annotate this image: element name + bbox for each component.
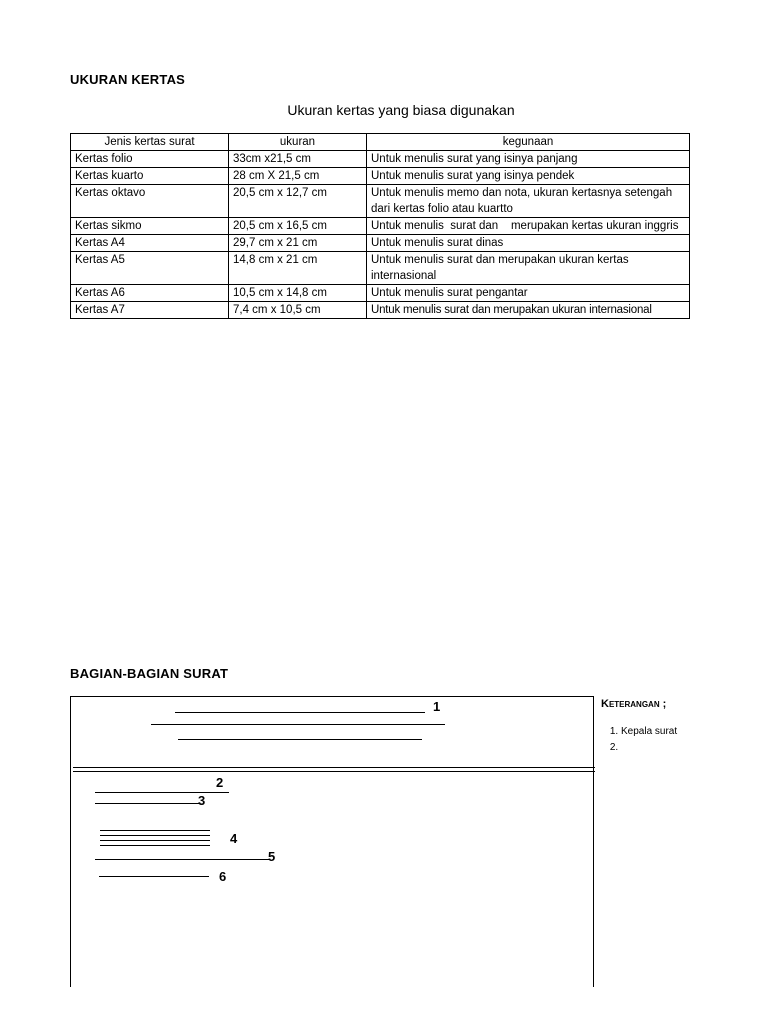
line-6 [99, 876, 209, 877]
line-5 [95, 859, 269, 860]
table-caption: Ukuran kertas yang biasa digunakan [287, 102, 515, 118]
cell-ukuran: 33cm x21,5 cm [229, 151, 367, 168]
letter-diagram [70, 696, 594, 987]
cell-kegunaan: Untuk menulis surat yang isinya pendek [367, 168, 690, 185]
cell-kegunaan: Untuk menulis memo dan nota, ukuran kertasnya setengah dari kertas folio atau kuartto [367, 185, 690, 218]
header-ukuran: ukuran [229, 134, 367, 151]
cell-kegunaan: Untuk menulis surat dan merupakan ukuran kertas internasional [367, 252, 690, 285]
cell-ukuran: 28 cm X 21,5 cm [229, 168, 367, 185]
keterangan-item: 1. Kepala surat [621, 724, 677, 740]
cell-ukuran: 10,5 cm x 14,8 cm [229, 285, 367, 302]
letterhead-line [178, 739, 422, 740]
table-row [71, 285, 690, 302]
cell-jenis: Kertas A4 [71, 235, 229, 252]
section-title-bagian-surat: BAGIAN-BAGIAN SURAT [70, 666, 229, 681]
cell-kegunaan: Untuk menulis surat dan merupakan kertas ukuran inggris [367, 218, 690, 235]
section-title-ukuran-kertas: UKURAN KERTAS [70, 72, 186, 87]
marker-2: 2 [216, 775, 224, 790]
table-row [71, 235, 690, 252]
header-jenis: Jenis kertas surat [71, 134, 229, 151]
cell-ukuran: 20,5 cm x 16,5 cm [229, 218, 367, 235]
cell-ukuran: 14,8 cm x 21 cm [229, 252, 367, 285]
table-row [71, 168, 690, 185]
marker-5: 5 [268, 849, 276, 864]
table-row [71, 151, 690, 168]
table-row [71, 252, 690, 285]
cell-jenis: Kertas kuarto [71, 168, 229, 185]
table-row [71, 302, 690, 319]
cell-kegunaan: Untuk menulis surat dan merupakan ukuran internasional [367, 302, 690, 319]
cell-jenis: Kertas A7 [71, 302, 229, 319]
table-row [71, 185, 690, 218]
paper-size-table [70, 133, 690, 319]
line-4 [100, 830, 210, 831]
keterangan-item [621, 740, 677, 756]
cell-jenis: Kertas A5 [71, 252, 229, 285]
table-row [71, 218, 690, 235]
cell-jenis: Kertas A6 [71, 285, 229, 302]
marker-3: 3 [198, 793, 206, 808]
line-3 [95, 803, 199, 804]
cell-jenis: Kertas oktavo [71, 185, 229, 218]
separator-line [73, 767, 595, 768]
table-header-row [71, 134, 690, 151]
marker-4: 4 [230, 831, 238, 846]
cell-ukuran: 7,4 cm x 10,5 cm [229, 302, 367, 319]
cell-kegunaan: Untuk menulis surat pengantar [367, 285, 690, 302]
letterhead-line [151, 724, 445, 725]
line-4 [100, 840, 210, 841]
header-kegunaan: kegunaan [367, 134, 690, 151]
keterangan-list [601, 724, 677, 756]
letterhead-line [175, 712, 425, 713]
separator-line [73, 771, 595, 772]
keterangan-title: Keterangan ; [601, 698, 667, 710]
line-2 [95, 792, 229, 793]
line-4 [100, 835, 210, 836]
cell-ukuran: 29,7 cm x 21 cm [229, 235, 367, 252]
line-4 [100, 845, 210, 846]
cell-kegunaan: Untuk menulis surat yang isinya panjang [367, 151, 690, 168]
marker-1: 1 [433, 699, 441, 714]
cell-kegunaan: Untuk menulis surat dinas [367, 235, 690, 252]
cell-jenis: Kertas sikmo [71, 218, 229, 235]
keterangan-panel [601, 698, 677, 756]
cell-jenis: Kertas folio [71, 151, 229, 168]
marker-6: 6 [219, 869, 227, 884]
cell-ukuran: 20,5 cm x 12,7 cm [229, 185, 367, 218]
